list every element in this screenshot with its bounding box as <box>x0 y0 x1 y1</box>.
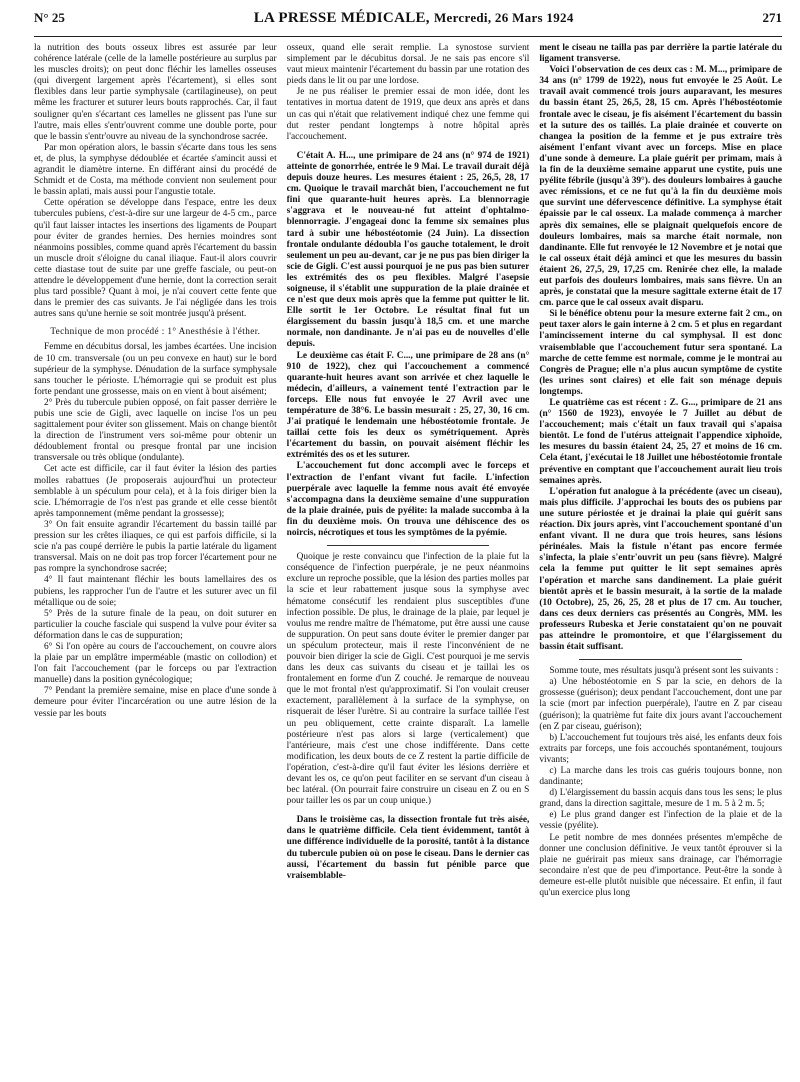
divider <box>327 545 490 546</box>
issue-date: Mercredi, 26 Mars 1924 <box>433 10 574 25</box>
paragraph: Je ne pus réaliser le premier essai de mon idée, dont les tentatives in mortua datent de 1919, que deux ans après et dans un cas qui n'était que relativement indiqué chez une femme qui dut rester pendant longtemps à notre hôpital après l'accouchement. <box>286 87 530 142</box>
paragraph: Le deuxième cas était F. C..., une primipare de 28 ans (n° 910 de 1922), chez qui l'accouchement a commencé quarante-huit heures avant son arrivée et chez laquelle le médecin, d'ailleurs, a vainement tenté l'extraction par le forceps. Elle nous fut envoyée le 27 Avril avec une température de 38°6. Le bassin mesurait : 25, 27, 30, 16 cm. J'ai pratiqué le lendemain une hébostéotomie frontale. Je taillai cette fois les deux os symétriquement. Après l'écartement du bassin, on pouvait aisément fléchir les extrémités des os et les suturer. <box>286 350 530 461</box>
paragraph: 2° Près du tubercule pubien opposé, on fait passer derrière le pubis une scie de Gigli, avec laquelle on incise l'os un peu sagittalement pour éviter son glissement. Mais on change bientôt la direction de l'instrument vers soi-même pour obtenir un dédoublement frontal ou presque frontal par une incision transversale ou très oblique (ondulante). <box>34 397 277 464</box>
case-report <box>287 151 530 539</box>
column-3 <box>539 43 782 1079</box>
paragraph: b) L'accouchement fut toujours très aisé, les enfants deux fois extraits par forceps, une fois accouchés spontanément, toujours vivants; <box>539 732 782 765</box>
paragraph: Le quatrième cas est récent : Z. G..., primipare de 21 ans (n° 1560 de 1923), envoyée le 7 Juillet au début de l'accouchement; mais c'était un faux travail qui s'apaisa bientôt. Le fond de l'utérus atteignait l'appendice xiphoïde, les mesures du bassin étaient 24, 25, 27 et moins de 16 cm. Cela étant, j'exécutai le 18 Juillet une hébostéotomie frontale préventive en comptant que l'accouchement aurait lieu trois semaines après. <box>539 398 782 486</box>
paragraph: Femme en décubitus dorsal, les jambes écartées. Une incision de 10 cm. transversale (ou un peu convexe en haut) sur le bord supérieur de la symphyse. Dénudation de la surface symphysale sans toucher le périoste. L'hémorragie qui se produit est plus forte pendant une grossesse, mais on en vient à bout aisément; <box>34 342 277 397</box>
paragraph: ment le ciseau ne tailla pas par derrière la partie latérale du ligament transverse. <box>539 43 782 65</box>
paragraph: c) La marche dans les trois cas guéris toujours bonne, non dandinante; <box>539 766 782 788</box>
page-number: 271 <box>762 10 782 25</box>
paragraph: 7° Pendant la première semaine, mise en place d'une sonde à demeure pour éviter l'incarcération ou une autre lésion de la vessie par les bouts <box>34 686 277 719</box>
paragraph: 4° Il faut maintenant fléchir les bouts lamellaires des os pubiens, les rapprocher l'un de l'autre et les suturer avec un fil métallique ou de soie; <box>34 575 277 608</box>
paragraph: Somme toute, mes résultats jusqu'à présent sont les suivants : <box>549 666 779 677</box>
paragraph: osseux, quand elle serait remplie. La synostose survient simplement par le décubitus dorsal. Je ne sais pas encore s'il vaut mieux maintenir l'écartement du bassin par une rotation des pieds dans le lit ou par une lordose. <box>286 43 530 87</box>
column-1 <box>34 43 277 1079</box>
paragraph: 6° Si l'on opère au cours de l'accouchement, on couvre alors la plaie par un emplâtre imperméable (mastic on collodion) et l'on fait l'accouchement (par le forceps ou par l'extraction manuelle) dans la position gynécologique; <box>34 641 277 686</box>
paragraph: Voici l'observation de ces deux cas : M. M..., primipare de 34 ans (n° 1799 de 1922), nous fut envoyée le 25 Août. Le travail avait commencé trois jours auparavant, les mesures du bassin étant 25, 26,5, 28, 15 cm. Après l'hébostéotomie frontale avec le ciseau, je fis aisément l'écartement du bassin et la suture des os taillés. La plaie drainée et couverte on changea la position de la femme et je pus extraire très aisément l'enfant vivant avec un forceps. Mise en place d'une sonde à demeure. La plaie guérit per primam, mais à la fin de la deuxième semaine apparut une cystite, puis une pyélite fébrile (jusqu'à 39°). des douleurs lombaires à gauche avec rémissions, et ce ne fut qu'à la fin du deuxième mois que survint une défervescence définitive. La symphyse était épaissie par le cal osseux. La malade commença à marcher après dix semaines, elle se plaignait quelquefois encore de douleurs lombaires, mais sa marche était normale, non dandinante. Elle fut renvoyée le 12 Novembre et je notai que le cal osseux était déjà aminci et que les mesures du bassin étaient 26, 27,5, 29, 17,25 cm. Renirée chez elle, la malade eut parfois des douleurs lombaires, mais sans fièvre. Un an après, je constatai que la mesure sagittale externe était de 17 cm. parce que le cal osseux avait disparu. <box>539 65 782 309</box>
journal-title <box>254 10 574 27</box>
paragraph: Si le bénéfice obtenu pour la mesure externe fait 2 cm., on peut taxer alors le gain interne à 2 cm. 5 et plus en regardant l'amincissement interne du cal symphysal. Il est donc vraisemblable que l'accouchement futur sera spontané. La marche de cette femme est normale, comme je le montrai au Congrès de Prague; elle n'a plus aucun symptôme de cystite (les urines sont claires) et elle fait son ménage depuis longtemps. <box>539 309 782 397</box>
paragraph: Le petit nombre de mes données présentes m'empêche de donner une conclusion définitive. Je veux tantôt éprouver si la plaie ne guérirait pas mieux sans drainage, car l'hémorragie secondaire n'est que de peu d'importance. Peut-être la sonde à demeure est-elle plutôt nuisible que nécessaire. Et enfin, il faut qu'un exercice plus long <box>539 832 782 899</box>
journal-name: LA PRESSE MÉDICALE, <box>253 10 430 26</box>
paragraph: Cet acte est difficile, car il faut éviter la lésion des parties molles rabattues (Je proposerais aujourd'hui un protecteur semblable à un spéculum pour cela), et à la fois diriger bien la scie. L'hémorragie de l'os n'est pas grande et elle cesse bientôt après tamponnement (même pendant la grossesse); <box>34 464 277 519</box>
divider <box>579 659 742 660</box>
case-report <box>287 815 530 882</box>
paragraph: Dans le troisième cas, la dissection frontale fut très aisée, dans le quatrième difficile. Cela tient évidemment, tantôt à une différence individuelle de la porosité, tantôt à la distance du tubercule pubien où on pose le ciseau. Dans le dernier cas aussi, l'écartement du bassin fut pénible parce que vraisemblable- <box>286 815 530 881</box>
paragraph: 3° On fait ensuite agrandir l'écartement du bassin taillé par pression sur les crêtes iliaques, ce qui est parfois difficile, si la scie n'a pas coupé derrière le pubis la partie latérale du ligament transversal. Mais on ne doit pas trop forcer l'écartement pour ne pas rompre la synchondrose sacrée; <box>34 519 277 575</box>
paragraph: la nutrition des bouts osseux libres est assurée par leur cohérence latérale (celle de la lamelle postérieure au surplus par les muscles droits); on peut donc fléchir les lamelles osseuses (qui divergent largement après l'écartement), si elles sont flexibles dans leur partie symphysale (cartilagineuse), on peut même les fracturer et suturer leurs bouts rapprochés. Car, il faut souligner qu'en s'écartant ces lamelles ne glissent pas l'une sur l'autre, mais elles s'entr'ouvrent comme une double porte, pour que le bassin s'entr'ouvre au niveau de la synchondrose sacrée. <box>34 43 277 142</box>
paragraph: d) L'élargissement du bassin acquis dans tous les sens; le plus grand, dans la direction sagittale, mesure de 1 m. 5 à 2 m. 5; <box>539 788 782 810</box>
running-header <box>34 10 782 37</box>
case-report <box>539 43 782 653</box>
paragraph: Quoique je reste convaincu que l'infection de la plaie fut la conséquence de l'infection puerpérale, je ne peux néanmoins exclure un reproche possible, que la lésion des parties molles par la scie et leur rabattement jusque sous la symphyse avec hématome consécutif les rendaient plus susceptibles d'une infection possible. De plus, le drainage de la plaie, par lequel je voulus me rendre maître de l'hématome, put être aussi une cause de suppuration. On peut sans doute éviter le premier danger par un spéculum protecteur, mais il reste l'inconvénient de ne pouvoir bien diriger la scie de Gigli. C'est pourquoi je me servis dans les deux cas suivants du ciseau et je taillai les os frontalement en forme d'un Z couché. Je remarque de nouveau que le mot frontal n'est qu'approximatif. Si l'on voulait creuser exactement, parallèlement à la surface de la symphyse, on risquerait de léser l'urètre. Si au contraire la surface taillée l'est un peu obliquement, cette crainte disparaît. La lamelle postérieure n'est pas alors si large (verticalement) que l'antérieure, mais c'est une chose indifférente. Dans cette modification, les deux bouts de ce Z restent la partie difficile de l'opération, c'est-à-dire qu'il faut éviter les lésions derrière et devant les os, ce qu'on peut faciliter en se servant d'un ciseau à bec latéral. (On pourrait faire construire un ciseau en Z ou en S pour tailler les os par un coup unique.) <box>286 552 530 807</box>
paragraph: 5° Près de la suture finale de la peau, on doit suturer en particulier la couche fasciale qui suspend la vulve pour éviter sa déformation dans le cas de suppuration; <box>34 608 277 641</box>
paragraph: L'accouchement fut donc accompli avec le forceps et l'extraction de l'enfant vivant fut facile. L'infection puerpérale avec laquelle la femme nous avait été envoyée s'accompagna dans la deuxième semaine d'une suppuration de la plaie drainée, puis de pyélite: la malade succomba à la fin du deuxième mois. On trouva une déhiscence des os noircis, nécrotiques et tous les symptômes de la pyémie. <box>286 461 530 539</box>
column-2 <box>287 43 530 1079</box>
issue-number: N° 25 <box>34 10 65 25</box>
paragraph: Cette opération se développe dans l'espace, entre les deux tubercules pubiens, c'est-à-dire sur une largeur de 4-5 cm., parce qu'il faut laisser intactes les insertions des ligaments de Poupart pour éviter de grandes hernies. Des hernies moindres sont néanmoins possibles, comme quand après l'écartement du bassin un muscle droit s'éloigne du canal iliaque. Faut-il alors couvrir cette diastase tout de suite par une greffe fasciale, ou peut-on attendre le développement d'une hernie, dont la correction serait plus tard possible? Quant à moi, je n'ai couvert cette fente que dans le premier des cas suivants. Je l'ai négligée dans les trois autres sans qu'une hernie se soit montrée jusqu'à présent. <box>34 198 277 320</box>
paragraph: L'opération fut analogue à la précédente (avec un ciseau), mais plus difficile. J'approchai les bouts des os pubiens par une suture périostée et je drainai la plaie qui guérit sans réaction. Dix jours après, vint l'accouchement spontané d'un enfant vivant. Il ne dura que trois heures, sans lésions périnéales. Mais la fistule n'étant pas encore fermée s'infecta, la plaie s'entr'ouvrit un peu (sans fièvre). Malgré cela la femme put quitter le lit sept semaines après l'opération et marche sans dandinement. La plaie guérit bientôt après et le bassin mesurait, à la sortie de la malade (10 Octobre), 25, 26, 25, 28 et plus de 17 cm. Au toucher, dans ces deux derniers cas présentés au Congrès, MM. les professeurs Rubeska et Jerie constataient qu'on ne pouvait pas atteindre le promontoire, et que l'élargissement du bassin était suffisant. <box>539 486 782 653</box>
paragraph: e) Le plus grand danger est l'infection de la plaie et de la vessie (pyélite). <box>539 810 782 832</box>
section-heading: Technique de mon procédé : 1° Anesthésie à l'éther. <box>50 326 261 337</box>
paragraph: C'était A. H..., une primipare de 24 ans (n° 974 de 1921) atteinte de gonorrhée, entrée le 9 Mai. Le travail durait déjà depuis douze heures. Les mesures étaient : 25, 26,5, 28, 17 cm. Quoique le travail marchât bien, l'accouchement ne fut fini que quarante-huit heures après. La blennorragie s'aggrava et le nouveau-né fut atteint d'ophtalmo-blennorragie. J'engageai donc la femme six semaines plus tard à subir une hébostéotomie (24 Juin). La dissection frontale ondulante dédoubla l'os gauche totalement, le droit seulement un peu au-devant, car je ne pus pas bien diriger la scie de Gigli. C'est aussi pourquoi je ne pus pas bien suturer les extrémités des os peu flexibles. Malgré l'asepsie soigneuse, il s'établit une suppuration de la plaie drainée et ce n'est que deux mois après que la femme put quitter le lit. Elle sortit le 1er Octobre. Le résultat final fut un élargissement du bassin jusqu'à 18,5 cm. et une marche normale, non dandinante. Je n'ai pas eu de nouvelles d'elle depuis. <box>286 150 530 350</box>
article-columns <box>34 43 782 1079</box>
paragraph: Par mon opération alors, le bassin s'écarte dans tous les sens et, de plus, la symphyse dédoublée et écartée s'amincit aussi et agrandit le diamètre interne. En différant ainsi du procédé de Schmidt et de Costa, ma méthode convient non seulement pour le bassin aplati, mais aussi pour l'angustie totale. <box>34 142 277 198</box>
paragraph: a) Une hébostéotomie en S par la scie, en dehors de la grossesse (guérison); deux pendant l'accouchement, dont une par la scie (mort par infection puerpérale), l'autre en Z par ciseau (guérison); la quatrième fut faite dix jours avant l'accouchement (en Z par ciseau, guérison); <box>539 677 782 732</box>
